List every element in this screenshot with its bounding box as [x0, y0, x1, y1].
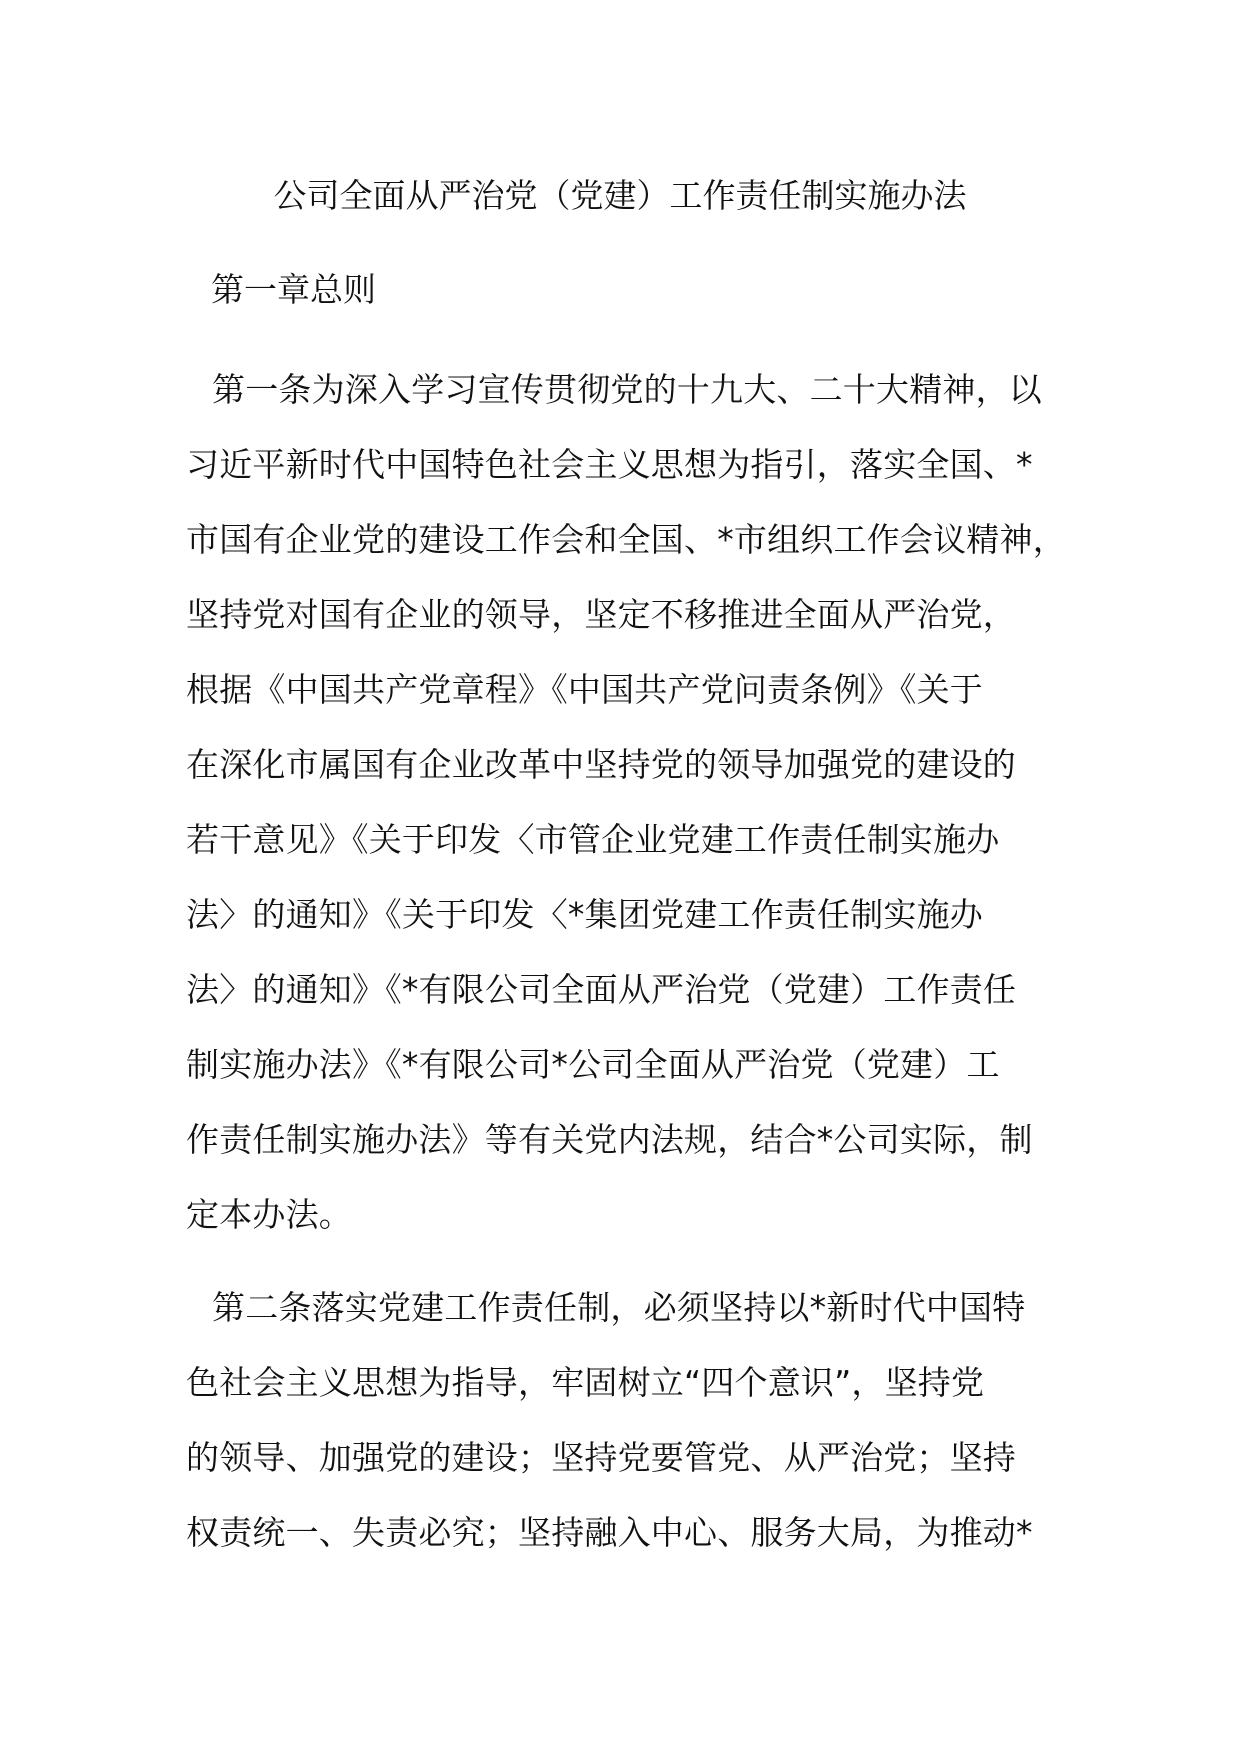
- article-1-line: 市国有企业党的建设工作会和全国、*市组织工作会议精神，: [186, 520, 1066, 559]
- article-1-line: 法〉的通知》《关于印发〈*集团党建工作责任制实施办: [186, 895, 983, 934]
- article-2-line: 的领导、加强党的建设；坚持党要管党、从严治党；坚持: [186, 1438, 1016, 1477]
- article-2-line: 权责统一、失责必究；坚持融入中心、服务大局，为推动*: [186, 1513, 1033, 1552]
- article-1-line: 根据《中国共产党章程》《中国共产党问责条例》《关于: [186, 670, 983, 709]
- chapter-heading: 第一章总则: [211, 270, 376, 309]
- article-1-line: 作责任制实施办法》等有关党内法规，结合*公司实际，制: [186, 1120, 1033, 1159]
- article-1-line: 若干意见》《关于印发〈市管企业党建工作责任制实施办: [186, 820, 1000, 859]
- article-1-line: 习近平新时代中国特色社会主义思想为指引，落实全国、*: [186, 445, 1033, 484]
- article-1-line: 定本办法。: [186, 1195, 352, 1234]
- article-1-line: 法〉的通知》《*有限公司全面从严治党（党建）工作责任: [186, 970, 1017, 1009]
- article-1-line: 在深化市属国有企业改革中坚持党的领导加强党的建设的: [186, 745, 1016, 784]
- article-1-line: 第一条为深入学习宣传贯彻党的十九大、二十大精神，以: [212, 370, 1042, 409]
- document-body: [186, 352, 1086, 1570]
- article-2-line: 第二条落实党建工作责任制，必须坚持以*新时代中国特: [212, 1288, 1026, 1327]
- article-1-line: 坚持党对国有企业的领导，坚定不移推进全面从严治党，: [186, 595, 1016, 634]
- article-1-line: 制实施办法》《*有限公司*公司全面从严治党（党建）工: [186, 1045, 1000, 1084]
- document-title: 公司全面从严治党（党建）工作责任制实施办法: [273, 176, 967, 215]
- article-2-line: 色社会主义思想为指导，牢固树立“四个意识”，坚持党: [186, 1363, 985, 1402]
